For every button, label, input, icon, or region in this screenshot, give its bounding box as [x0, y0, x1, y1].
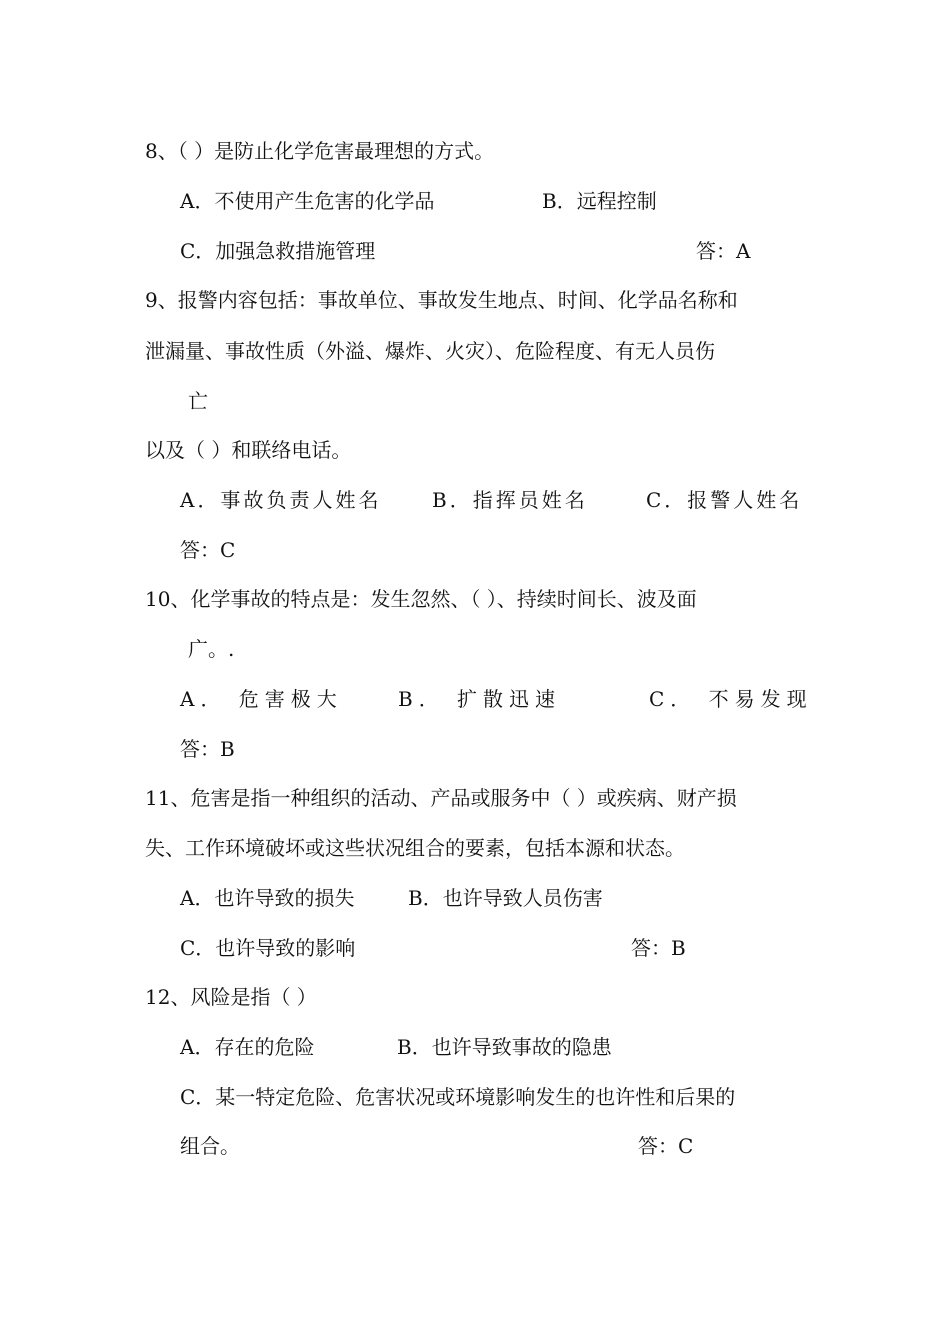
question-12-option-c-continued: 组合。: [180, 1134, 240, 1158]
question-8-text: 8、（ ）是防止化学危害最理想的方式。: [145, 139, 495, 163]
question-11-option-b: B．也许导致人员伤害: [408, 886, 603, 910]
question-10-option-b: B． 扩散迅速: [398, 687, 562, 711]
question-9-answer: 答：C: [180, 538, 236, 562]
question-8-answer: 答：A: [696, 239, 751, 263]
question-12-option-b: B．也许导致事故的隐患: [397, 1035, 612, 1059]
question-11-option-a: A．也许导致的损失: [180, 886, 355, 910]
question-9-text-line-3: 亡: [188, 389, 208, 413]
question-12-option-c: C．某一特定危险、危害状况或环境影响发生的也许性和后果的: [180, 1085, 736, 1109]
question-10-text-line-1: 10、化学事故的特点是：发生忽然、（ ）、持续时间长、波及面: [145, 587, 697, 611]
question-10-answer: 答：B: [180, 737, 235, 761]
question-8-option-c: C．加强急救措施管理: [180, 239, 376, 263]
question-8-option-a: A．不使用产生危害的化学品: [180, 189, 435, 213]
question-10-text-line-2: 广。.: [188, 637, 235, 661]
question-8-option-b: B．远程控制: [542, 189, 657, 213]
question-9-text-line-2: 泄漏量、事故性质（外溢、爆炸、火灾）、危险程度、有无人员伤: [145, 339, 715, 363]
question-11-text-line-2: 失、工作环境破坏或这些状况组合的要素，包括本源和状态。: [145, 836, 685, 860]
question-12-text: 12、风险是指（ ）: [145, 985, 317, 1009]
question-9-text-line-4: 以及（ ）和联络电话。: [145, 438, 352, 462]
question-9-option-c: C．报警人姓名: [646, 488, 803, 512]
question-10-option-a: A． 危害极大: [180, 687, 343, 711]
question-12-option-a: A．存在的危险: [180, 1035, 315, 1059]
question-9-option-a: A．事故负责人姓名: [180, 488, 382, 512]
question-11-text-line-1: 11、危害是指一种组织的活动、产品或服务中（ ）或疾病、财产损: [145, 786, 737, 810]
question-9-text-line-1: 9、报警内容包括：事故单位、事故发生地点、时间、化学品名称和: [145, 288, 738, 312]
question-9-option-b: B．指挥员姓名: [432, 488, 588, 512]
question-10-option-c: C． 不易发现: [649, 687, 813, 711]
question-11-option-c: C．也许导致的影响: [180, 936, 356, 960]
question-12-answer: 答：C: [638, 1134, 694, 1158]
question-11-answer: 答：B: [631, 936, 686, 960]
